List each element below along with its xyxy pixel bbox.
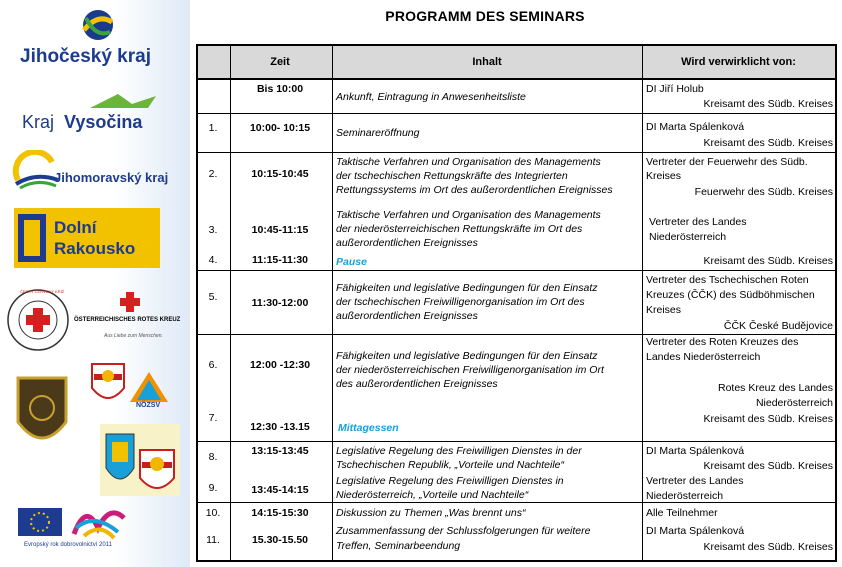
coat-of-arms-icon xyxy=(100,424,180,496)
schedule-presenter: Vertreter der Feuerwehr des Südb. xyxy=(646,156,808,168)
dolni-rakousko-logo xyxy=(14,208,160,268)
schedule-time: 10:45-11:15 xyxy=(251,224,309,236)
jihomoravsky-kraj-logo xyxy=(12,150,182,195)
schedule-number: 5. xyxy=(208,291,218,303)
schedule-number: 11. xyxy=(206,534,220,546)
fire-brigade-badge-icon xyxy=(12,372,72,452)
austrian-red-cross-slogan: Aus Liebe zum Menschen. xyxy=(104,333,163,339)
seminar-schedule-table xyxy=(196,44,837,562)
schedule-presenter: Kreises xyxy=(646,170,682,182)
header-inhalt: Inhalt xyxy=(472,56,502,68)
row-divider xyxy=(198,113,835,114)
schedule-time: 10:15-10:45 xyxy=(251,168,309,180)
schedule-organisation: Kreisamt des Südb. Kreises xyxy=(703,137,833,149)
austrian-red-cross-logo xyxy=(74,290,186,346)
czech-red-cross-emblem-icon xyxy=(6,288,70,352)
schedule-topic: der niederösterreichischen Freiwilligenorganisation im Ort xyxy=(336,364,604,376)
fire-brigade-shield-icon xyxy=(88,360,128,408)
schedule-presenter: Vertreter des Landes xyxy=(646,475,744,487)
row-divider xyxy=(198,502,835,503)
lower-austria-fire-brigade-logo xyxy=(88,360,128,408)
jihocesky-emblem-icon xyxy=(78,8,118,42)
schedule-organisation: Kreisamt des Südb. Kreises xyxy=(703,541,833,553)
column-divider xyxy=(642,46,643,560)
schedule-organisation: Kreisamt des Südb. Kreises xyxy=(703,460,833,472)
schedule-presenter: DI Marta Spálenková xyxy=(646,525,745,537)
vysocina-name-text: Vysočina xyxy=(64,112,143,132)
schedule-time: Bis 10:00 xyxy=(256,83,304,95)
schedule-number: 10. xyxy=(205,507,221,519)
schedule-time: 14:15-15:30 xyxy=(251,507,309,519)
schedule-topic: Diskussion zu Themen „Was brennt uns“ xyxy=(336,507,526,519)
table-header xyxy=(198,46,835,80)
schedule-organisation: Feuerwehr des Südb. Kreises xyxy=(694,186,833,198)
header-wird-verwirklicht-von: Wird verwirklicht von: xyxy=(681,56,796,68)
vysocina-kraj-text: Kraj xyxy=(22,112,55,132)
schedule-presenter: Kreises xyxy=(646,304,682,316)
municipal-coats-of-arms xyxy=(100,424,180,496)
schedule-time: 11:30-12:00 xyxy=(251,297,309,309)
austrian-red-cross-icon xyxy=(118,290,142,314)
czech-red-cross-logo xyxy=(6,288,70,352)
schedule-topic: Niederösterreich, „Vorteile und Nachteile“ xyxy=(336,489,529,501)
schedule-presenter: Kreuzes (ČČK) des Südböhmischen xyxy=(646,289,815,301)
header-zeit: Zeit xyxy=(270,56,290,68)
eu-volunteering-year-logo xyxy=(14,498,134,554)
partner-logos-sidebar xyxy=(0,0,190,567)
schedule-topic: Treffen, Seminarbeendung xyxy=(336,540,461,552)
schedule-topic: Legislative Regelung des Freiwilligen Dienstes in xyxy=(336,475,564,487)
jihomoravsky-emblem-icon xyxy=(12,150,60,190)
schedule-topic: des außerordentlichen Ereignisses xyxy=(336,378,498,390)
schedule-organisation: Rotes Kreuz des Landes xyxy=(718,382,833,394)
schedule-topic: der tschechischen Freiwilligenorganisation im Ort des xyxy=(336,296,585,308)
dolni-rakousko-emblem-mark xyxy=(24,220,40,256)
schedule-topic: der niederösterreichischen Rettungskräfte im Ort des xyxy=(336,223,583,235)
schedule-organisation: Kreisamt des Südb. Kreises xyxy=(703,413,833,425)
schedule-topic: der tschechischen Rettungskräfte des Integrierten xyxy=(336,170,568,182)
schedule-presenter: Landes Niederösterreich xyxy=(646,351,761,363)
schedule-topic: Taktische Verfahren und Organisation des Managements xyxy=(336,156,601,168)
schedule-time: 10:00- 10:15 xyxy=(249,122,311,134)
schedule-presenter: Niederösterreich xyxy=(649,231,727,243)
eu-stars-icon xyxy=(14,498,134,540)
schedule-time: 12:30 -13.15 xyxy=(250,421,310,433)
schedule-time: 11:15-11:30 xyxy=(251,254,309,266)
schedule-presenter: DI Marta Spálenková xyxy=(646,445,745,457)
schedule-organisation: Kreisamt des Südb. Kreises xyxy=(703,98,833,110)
schedule-time: 13:15-13:45 xyxy=(251,445,309,457)
schedule-topic: außerordentlichen Ereignisses xyxy=(336,237,478,249)
schedule-number: 1. xyxy=(208,122,218,134)
schedule-topic: Fähigkeiten und legislative Bedingungen für den Einsatz xyxy=(336,350,598,362)
schedule-presenter: Vertreter des Tschechischen Roten xyxy=(646,274,809,286)
row-divider xyxy=(198,270,835,271)
jihomoravsky-kraj-text: Jihomoravský kraj xyxy=(54,170,169,185)
page-title: PROGRAMM DES SEMINARS xyxy=(385,8,585,24)
schedule-topic: außerordentlichen Ereignisses xyxy=(336,310,478,322)
kraj-vysocina-logo xyxy=(22,92,172,137)
austrian-red-cross-text: ÖSTERREICHISCHES ROTES KREUZ xyxy=(74,317,181,323)
schedule-topic: Taktische Verfahren und Organisation des Managements xyxy=(336,209,601,221)
schedule-presenter: DI Marta Spálenková xyxy=(646,121,745,133)
schedule-break-label: Mittagessen xyxy=(338,422,399,434)
noezsv-logo xyxy=(128,370,170,410)
schedule-time: 15.30-15.50 xyxy=(251,534,309,546)
schedule-organisation: Niederösterreich xyxy=(755,397,833,409)
dolni-text: Dolní xyxy=(54,218,97,237)
schedule-presenter: Vertreter des Roten Kreuzes des xyxy=(646,336,799,348)
schedule-topic: Rettungssystems im Ort des außerordentlichen Ereignisses xyxy=(336,184,613,196)
schedule-number: 6. xyxy=(208,359,218,371)
row-divider xyxy=(198,334,835,335)
schedule-topic: Legislative Regelung des Freiwilligen Dienstes in der xyxy=(336,445,582,457)
schedule-number: 9. xyxy=(208,482,218,494)
schedule-presenter: Niederösterreich xyxy=(646,490,724,502)
schedule-break-label: Pause xyxy=(336,256,367,268)
schedule-topic: Seminareröffnung xyxy=(336,127,420,139)
schedule-number: 8. xyxy=(208,451,218,463)
fire-brigade-badge-logo xyxy=(12,372,72,452)
noezsv-text: NÖZSV xyxy=(136,402,161,409)
column-divider xyxy=(332,46,333,560)
schedule-number: 4. xyxy=(208,254,218,266)
jihocesky-kraj-text: Jihočeský kraj xyxy=(20,46,151,67)
schedule-topic: Zusammenfassung der Schlussfolgerungen für weitere xyxy=(336,525,591,537)
schedule-number: 7. xyxy=(208,412,218,424)
schedule-organisation: ČČK České Budějovice xyxy=(723,320,833,332)
schedule-topic: Tschechischen Republik, „Vorteile und Nachteile“ xyxy=(336,459,565,471)
schedule-topic: Ankunft, Eintragung in Anwesenheitsliste xyxy=(336,91,526,103)
schedule-presenter: Vertreter des Landes xyxy=(649,216,747,228)
row-divider xyxy=(198,441,835,442)
schedule-time: 13:45-14:15 xyxy=(251,484,309,496)
schedule-organisation: Kreisamt des Südb. Kreises xyxy=(703,255,833,267)
schedule-time: 12:00 -12:30 xyxy=(249,359,311,371)
schedule-number: 2. xyxy=(208,168,218,180)
schedule-number: 3. xyxy=(208,224,218,236)
row-divider xyxy=(198,152,835,153)
jihocesky-kraj-logo xyxy=(20,8,170,78)
czech-red-cross-text: ČESKÝ ČERVENÝ KŘÍŽ xyxy=(20,289,65,294)
vysocina-swoosh-icon xyxy=(88,92,158,112)
schedule-presenter: DI Jiří Holub xyxy=(646,83,704,95)
eu-volunteering-year-text: Evropský rok dobrovolnictví 2011 xyxy=(24,542,112,548)
schedule-topic: Fähigkeiten und legislative Bedingungen für den Einsatz xyxy=(336,282,598,294)
rakousko-text: Rakousko xyxy=(54,239,136,258)
schedule-presenter: Alle Teilnehmer xyxy=(646,507,718,519)
noezsv-triangle-icon xyxy=(128,370,170,404)
